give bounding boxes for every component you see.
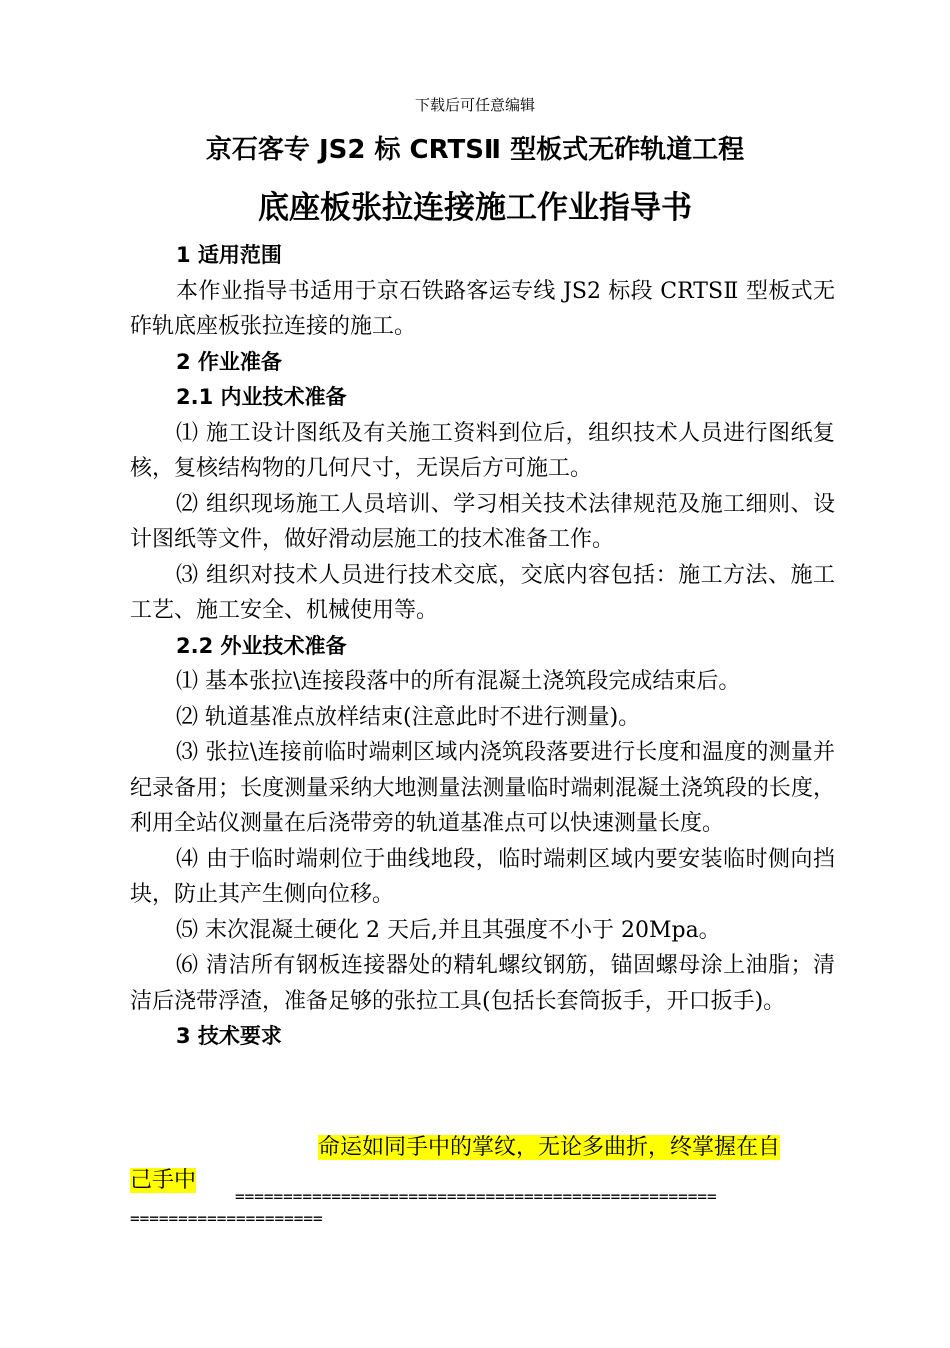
separator-line <box>130 1186 830 1230</box>
highlight-text-line1: 命运如同手中的掌纹，无论多曲折，终掌握在自 <box>318 1135 781 1160</box>
list-item-internal-1: ⑴ 施工设计图纸及有关施工资料到位后，组织技术人员进行图纸复核，复核结构物的几何尺寸，无误后方可施工。 <box>130 420 835 481</box>
list-item-field-1: ⑴ 基本张拉\连接段落中的所有混凝土浇筑段完成结束后。 <box>176 669 741 694</box>
section-heading-preparation: 2 作业准备 <box>176 349 282 374</box>
section-heading-field-prep: 2.2 外业技术准备 <box>176 633 347 658</box>
section-heading-internal-prep: 2.1 内业技术准备 <box>176 385 347 409</box>
section-text-scope: 本作业指导书适用于京石铁路客运专线 JS2 标段 CRTSⅡ 型板式无砟轨底座板张拉连接的施工。 <box>130 278 835 339</box>
section-heading-technical-requirements: 3 技术要求 <box>176 1024 282 1048</box>
list-item-internal-3: ⑶ 组织对技术人员进行技术交底，交底内容包括：施工方法、施工工艺、施工安全、机械使用等。 <box>130 562 835 623</box>
list-item-field-3: ⑶ 张拉\连接前临时端刺区域内浇筑段落要进行长度和温度的测量并纪录备用；长度测量采纳大地测量法测量临时端刺混凝土浇筑段的长度，利用全站仪测量在后浇带旁的轨道基准点可以快速测量长度。 <box>130 740 835 836</box>
list-item-field-5: ⑸ 末次混凝土硬化 2 天后,并且其强度不小于 20Mpa。 <box>176 917 721 943</box>
separator-line2: ==================== <box>130 1209 323 1228</box>
separator-line1: ================================================== <box>235 1187 717 1206</box>
download-note: 下载后可任意编辑 <box>414 96 535 114</box>
list-item-field-6: ⑹ 清洁所有钢板连接器处的精轧螺纹钢筋，锚固螺母涂上油脂；清洁后浇带浮渣，准备足够的张拉工具(包括长套筒扳手，开口扳手)。 <box>130 953 835 1014</box>
list-item-field-2: ⑵ 轨道基准点放样结束(注意此时不进行测量)。 <box>176 704 641 730</box>
highlight-text-line2: 己手中 <box>130 1168 197 1193</box>
document-title-project: 京石客专 JS2 标 CRTSⅡ 型板式无砟轨道工程 <box>205 135 745 165</box>
list-item-field-4: ⑷ 由于临时端刺位于曲线地段，临时端刺区域内要安装临时侧向挡块，防止其产生侧向位移。 <box>130 846 835 907</box>
document-body <box>130 238 835 1055</box>
document-title-main: 底座板张拉连接施工作业指导书 <box>258 190 692 226</box>
list-item-internal-2: ⑵ 组织现场施工人员培训、学习相关技术法律规范及施工细则、设计图纸等文件，做好滑动层施工的技术准备工作。 <box>130 491 835 552</box>
section-heading-scope: 1 适用范围 <box>176 243 282 267</box>
